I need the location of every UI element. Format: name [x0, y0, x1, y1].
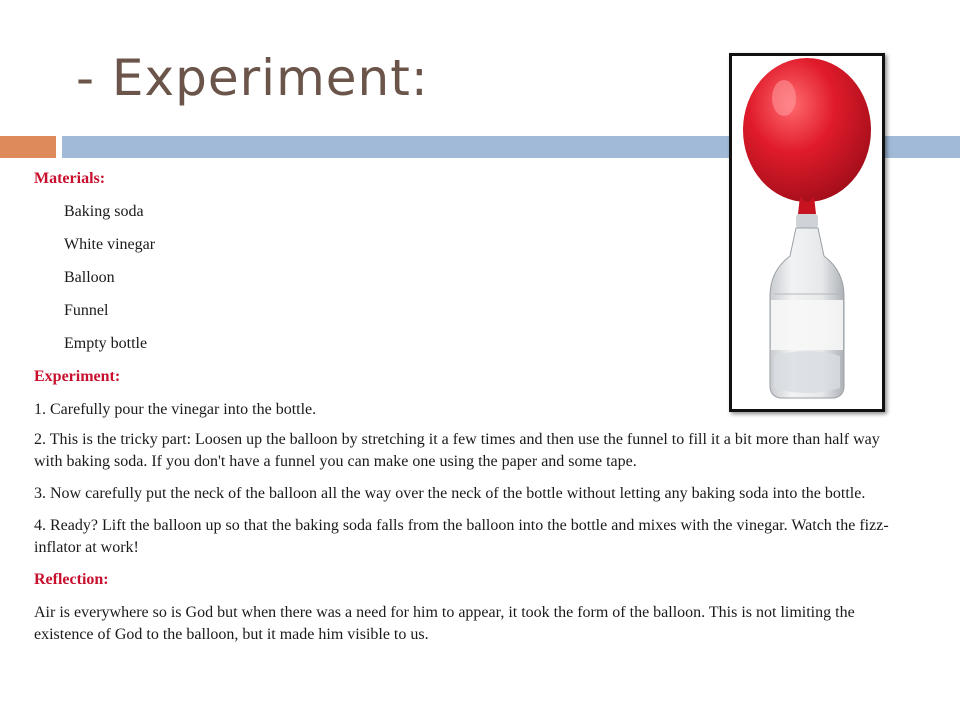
- accent-bar-orange: [0, 136, 56, 158]
- experiment-step: 1. Carefully pour the vinegar into the bottle.: [34, 401, 317, 418]
- bottle-base-bubbles: [774, 351, 840, 393]
- balloon-bottle-photo: [729, 53, 885, 412]
- material-label: Baking soda: [64, 203, 144, 220]
- material-label: White vinegar: [64, 236, 156, 253]
- slide-title: - Experiment:: [76, 49, 429, 107]
- bottle-cap-ring: [796, 214, 818, 228]
- material-label: Funnel: [64, 302, 109, 319]
- bottle-label: [771, 300, 843, 350]
- material-label: Empty bottle: [64, 335, 148, 352]
- materials-heading: Materials:: [34, 170, 106, 187]
- balloon-highlight: [772, 80, 796, 116]
- experiment-step: 4. Ready? Lift the balloon up so that the baking soda falls from the balloon into the bottle and mixes with the vinegar. Watch the fizz-inflator at work!: [34, 517, 889, 556]
- balloon-body: [743, 58, 871, 202]
- balloon-bottle-illustration: [732, 56, 882, 409]
- reflection-heading: Reflection:: [34, 571, 109, 588]
- experiment-step: 3. Now carefully put the neck of the balloon all the way over the neck of the bottle without letting any baking soda into the bottle.: [34, 485, 866, 502]
- material-label: Balloon: [64, 269, 115, 286]
- experiment-step: 2. This is the tricky part: Loosen up the balloon by stretching it a few times and then use the funnel to fill it a bit more than half way with baking soda. If you don't have a funnel you can make one using the paper and some tape.: [34, 431, 880, 470]
- experiment-heading: Experiment:: [34, 368, 121, 385]
- reflection-text: Air is everywhere so is God but when there was a need for him to appear, it took the form of the balloon. This is not limiting the existence of God to the balloon, but it made him visible to us.: [34, 604, 855, 643]
